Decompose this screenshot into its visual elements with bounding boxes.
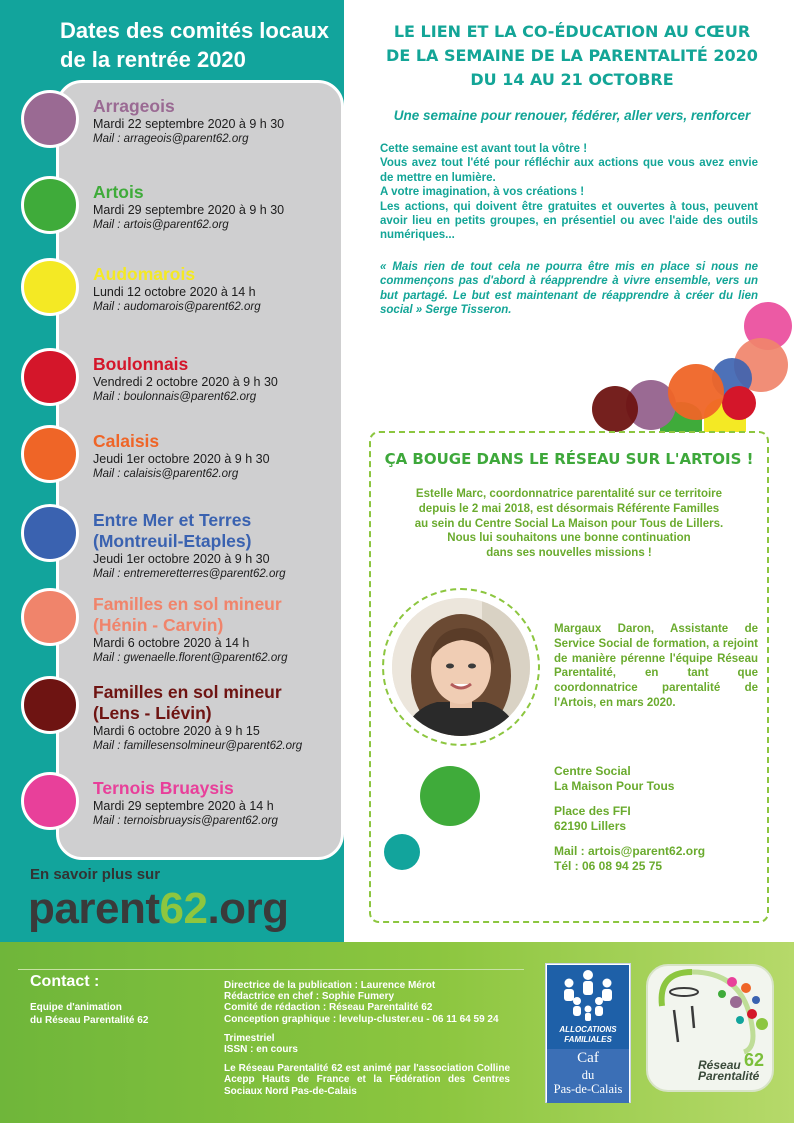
margaux-daron-photo [392, 598, 530, 736]
comite-mail[interactable]: Mail : entremeretterres@parent62.org [93, 568, 286, 580]
publication-credits: Directrice de la publication : Laurence Mérot Rédactrice en chef : Sophie Fumery Comité de rédaction : Réseau Parentalité 62 Conception graphique : levelup-cluster.eu - 06 11 64 59 24 Trimestriel ISSN : en cours Le Réseau Parentalité 62 est animé par l'association Colline Acepp Hauts de France et la Fédération des Centres Sociaux Nord Pas-de-Calais [224, 980, 510, 1097]
comite-name-sub: (Hénin - Carvin) [93, 615, 224, 635]
comite-henin-carvin [93, 594, 343, 666]
centre-social-contact: Centre Social La Maison Pour Tous Place des FFI 62190 Lillers Mail : artois@parent62.org Tél : 06 08 94 25 75 [554, 764, 706, 873]
arrageois-dot [21, 90, 79, 148]
green-dot-decoration [420, 766, 480, 826]
margaux-daron-text: Margaux Daron, Assistante de Service Social de formation, a rejoint de manière pérenne l'équipe Réseau Parentalité, en tant que coordonnatrice parentalité de l'Artois, en mars 2020. [554, 623, 758, 709]
bubble-decoration [592, 386, 638, 432]
comite-date: Jeudi 1er octobre 2020 à 9 h 30 [93, 452, 270, 466]
comite-date: Mardi 6 octobre 2020 à 9 h 15 [93, 724, 260, 738]
caf-logo: ALLOCATIONS FAMILIALES Caf du Pas-de-Calais [545, 963, 631, 1103]
comite-mail[interactable]: Mail : calaisis@parent62.org [93, 468, 239, 480]
comites-title: Dates des comités locaux de la rentrée 2020 [60, 18, 330, 72]
bubble-decoration [668, 364, 724, 420]
portrait-illustration [392, 598, 530, 736]
comite-lens-lievin [93, 682, 343, 754]
artois-dot [21, 176, 79, 234]
artois-phone[interactable]: Tél : 06 08 94 25 75 [554, 859, 663, 873]
comite-date: Mardi 22 septembre 2020 à 9 h 30 [93, 117, 285, 131]
comite-date: Vendredi 2 octobre 2020 à 9 h 30 [93, 375, 278, 389]
comite-ternois-bruaysis [93, 778, 343, 829]
comite-name: Entre Mer et Terres [93, 510, 252, 530]
contact-title: Contact : [30, 973, 100, 990]
comite-name: Artois [93, 182, 144, 202]
comite-mail[interactable]: Mail : boulonnais@parent62.org [93, 391, 257, 403]
comite-mail[interactable]: Mail : gwenaelle.florent@parent62.org [93, 652, 288, 664]
lens-lievin-dot [21, 676, 79, 734]
comite-name: Familles en sol mineur [93, 682, 282, 702]
teal-dot-decoration [384, 834, 420, 870]
boulonnais-dot [21, 348, 79, 406]
artois-mail[interactable]: Mail : artois@parent62.org [554, 844, 706, 858]
calaisis-dot [21, 425, 79, 483]
comite-mail[interactable]: Mail : ternoisbruaysis@parent62.org [93, 815, 278, 827]
comite-entre-mer-et-terres [93, 510, 343, 582]
comite-audomarois [93, 264, 343, 315]
reseau-parentalite-logo: 62 Réseau Parentalité [646, 964, 774, 1092]
comite-boulonnais [93, 354, 343, 405]
contact-team: Equipe d'animation du Réseau Parentalité 62 [30, 1002, 149, 1026]
comite-mail[interactable]: Mail : audomarois@parent62.org [93, 301, 261, 313]
comite-mail[interactable]: Mail : famillesensolmineur@parent62.org [93, 740, 303, 752]
comite-name: Audomarois [93, 264, 196, 284]
comite-name: Boulonnais [93, 354, 189, 374]
estelle-marc-text: Estelle Marc, coordonnatrice parentalité sur ce territoire depuis le 2 mai 2018, est désormais Référente Familles au sein du Centre Social La Maison pour Tous de Lillers. Nous lui souhaitons une bonne continuation dans ses nouvelles missions ! [414, 488, 724, 560]
entre-mer-dot [21, 504, 79, 562]
tisseron-quote: « Mais rien de tout cela ne pourra être mis en place si nous ne commençons pas d'abord à réapprendre à vivre ensemble, vers un but partagé. Le but est maintenant de réapprendre à créer du lien social » Serge Tisseron. [380, 261, 758, 317]
comite-name-sub: (Lens - Liévin) [93, 703, 212, 723]
comite-date: Jeudi 1er octobre 2020 à 9 h 30 [93, 552, 270, 566]
comite-date: Mardi 29 septembre 2020 à 14 h [93, 799, 274, 813]
semaine-title: LE LIEN ET LA CO-ÉDUCATION AU CŒUR DE LA SEMAINE DE LA PARENTALITÉ 2020 DU 14 AU 21 OCTOBRE [386, 22, 758, 89]
audomarois-dot [21, 258, 79, 316]
semaine-subtitle: Une semaine pour renouer, fédérer, aller vers, renforcer [393, 108, 751, 123]
comite-name: Calaisis [93, 431, 160, 451]
comite-artois [93, 182, 343, 233]
bubble-decoration [722, 386, 756, 420]
comite-date: Lundi 12 octobre 2020 à 14 h [93, 285, 256, 299]
comite-calaisis [93, 431, 343, 482]
ternois-dot [21, 772, 79, 830]
parent62-url[interactable]: parent62.org [28, 884, 289, 933]
comite-mail[interactable]: Mail : artois@parent62.org [93, 219, 229, 231]
comite-name: Ternois Bruaysis [93, 778, 234, 798]
henin-carvin-dot [21, 588, 79, 646]
comite-name: Familles en sol mineur [93, 594, 282, 614]
reseau-face-icon [648, 966, 774, 1056]
footer-divider [18, 969, 524, 970]
comite-arrageois [93, 96, 343, 147]
comite-mail[interactable]: Mail : arrageois@parent62.org [93, 133, 249, 145]
comite-name-sub: (Montreuil-Etaples) [93, 531, 252, 551]
semaine-intro: Cette semaine est avant tout la vôtre ! Vous avez tout l'été pour réfléchir aux actions que vous avez envie de mettre en lumière. A votre imagination, à vos créations ! Les actions, qui doivent être gratuites et ouvertes à tous, peuvent avoir lieu en petits groupes, en présentiel ou avec l'aide des outils numériques... [380, 143, 758, 242]
comite-date: Mardi 29 septembre 2020 à 9 h 30 [93, 203, 285, 217]
comite-name: Arrageois [93, 96, 175, 116]
comite-date: Mardi 6 octobre 2020 à 14 h [93, 636, 250, 650]
caf-family-icon [547, 965, 629, 1025]
artois-title: ÇA BOUGE DANS LE RÉSEAU SUR L'ARTOIS ! [384, 450, 754, 468]
savoir-plus-label: En savoir plus sur [30, 866, 161, 883]
